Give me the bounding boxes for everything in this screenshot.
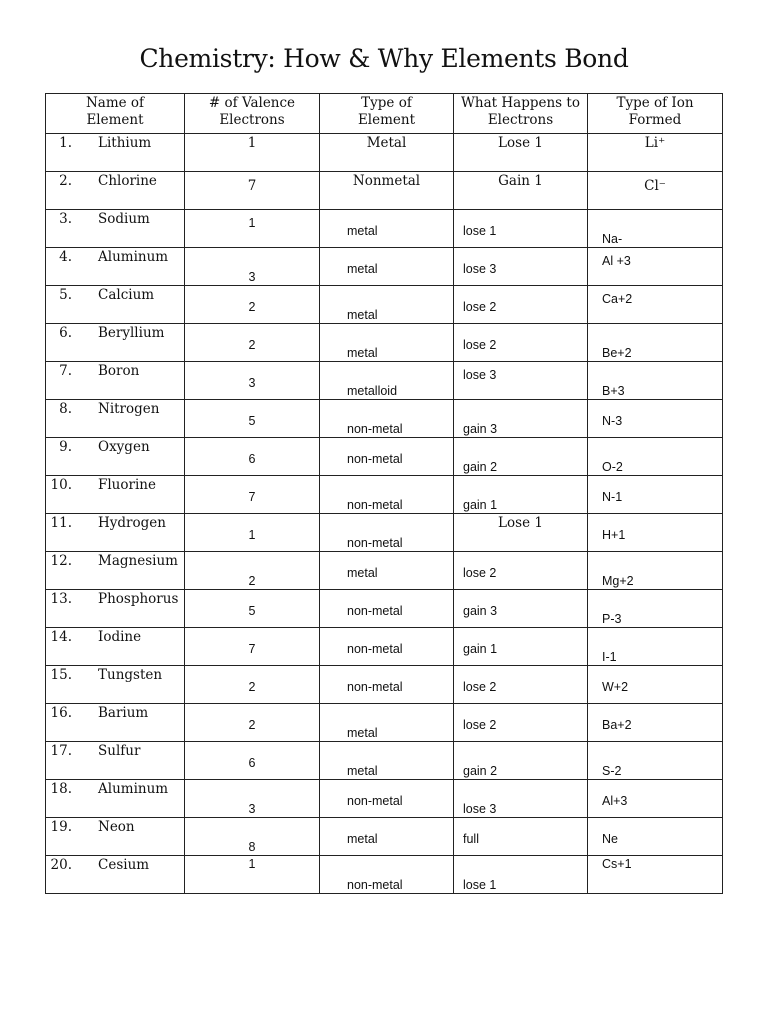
- cell-element-type: [320, 780, 454, 818]
- element-name: Boron: [98, 363, 140, 379]
- table-row: [46, 514, 723, 552]
- cell-electron-change: [454, 552, 588, 590]
- cell-ion-formed: [588, 172, 723, 210]
- cell-electron-change: [454, 742, 588, 780]
- cell-valence: [185, 324, 320, 362]
- ion-value: Al +3: [602, 254, 631, 268]
- cell-element-type: [320, 210, 454, 248]
- element-name: Nitrogen: [98, 401, 160, 417]
- cell-electron-change: [454, 628, 588, 666]
- ion-value: Be+2: [602, 346, 632, 360]
- cell-electron-change: [454, 362, 588, 400]
- cell-ion-formed: [588, 514, 723, 552]
- header-ion-label: Type of Ion Formed: [616, 95, 694, 128]
- header-valence-label: # of Valence Electrons: [208, 95, 296, 128]
- element-type-value: non-metal: [347, 680, 403, 694]
- element-name: Aluminum: [98, 781, 169, 797]
- cell-element-name: [46, 362, 185, 400]
- cell-electron-change: [454, 438, 588, 476]
- cell-element-name: [46, 324, 185, 362]
- cell-element-type: [320, 818, 454, 856]
- cell-electron-change: [454, 590, 588, 628]
- cell-valence: [185, 438, 320, 476]
- table-row: [46, 780, 723, 818]
- cell-element-type: [320, 514, 454, 552]
- cell-valence: [185, 856, 320, 894]
- cell-ion-formed: [588, 590, 723, 628]
- cell-electron-change: [454, 248, 588, 286]
- element-type-value: metal: [347, 566, 378, 580]
- cell-element-type: [320, 856, 454, 894]
- valence-value: 2: [248, 680, 256, 694]
- cell-element-name: [46, 172, 185, 210]
- table-row: [46, 704, 723, 742]
- cell-element-name: [46, 552, 185, 590]
- cell-element-name: [46, 818, 185, 856]
- electron-change-value: gain 2: [463, 460, 498, 474]
- row-number: 8.: [59, 401, 72, 417]
- element-type-value: Metal: [366, 135, 407, 151]
- cell-ion-formed: [588, 400, 723, 438]
- table-row: [46, 134, 723, 172]
- table-row: [46, 476, 723, 514]
- valence-value: 3: [248, 376, 256, 390]
- valence-value: 2: [248, 574, 256, 588]
- row-number: 2.: [59, 173, 72, 189]
- element-name: Hydrogen: [98, 515, 166, 531]
- cell-element-name: [46, 780, 185, 818]
- ion-value: Al+3: [602, 794, 628, 808]
- element-type-value: metal: [347, 832, 378, 846]
- cell-ion-formed: [588, 780, 723, 818]
- element-type-value: metal: [347, 224, 378, 238]
- valence-value: 2: [248, 338, 256, 352]
- cell-electron-change: [454, 704, 588, 742]
- valence-value: 1: [248, 528, 256, 542]
- electron-change-value: full: [463, 832, 479, 846]
- cell-ion-formed: [588, 704, 723, 742]
- electron-change-value: gain 3: [463, 604, 498, 618]
- table-row: [46, 742, 723, 780]
- header-name-label: Name of Element: [85, 95, 145, 128]
- row-number: 11.: [50, 515, 72, 531]
- row-number: 3.: [59, 211, 72, 227]
- ion-value: W+2: [602, 680, 629, 694]
- row-number: 10.: [50, 477, 72, 493]
- element-type-value: non-metal: [347, 536, 403, 550]
- cell-element-type: [320, 324, 454, 362]
- cell-element-name: [46, 400, 185, 438]
- element-name: Magnesium: [98, 553, 178, 569]
- element-name: Barium: [98, 705, 149, 721]
- electron-change-value: lose 2: [463, 566, 497, 580]
- element-name: Tungsten: [98, 667, 163, 683]
- cell-valence: [185, 362, 320, 400]
- header-ion: [588, 94, 723, 134]
- electron-change-value: Lose 1: [498, 135, 543, 151]
- cell-valence: [185, 666, 320, 704]
- electron-change-value: lose 3: [463, 368, 497, 382]
- element-name: Oxygen: [98, 439, 150, 455]
- element-type-value: metal: [347, 726, 378, 740]
- element-name: Cesium: [98, 857, 150, 873]
- valence-value: 2: [248, 718, 256, 732]
- bonding-table: [45, 93, 723, 894]
- ion-value: N-1: [602, 490, 623, 504]
- cell-ion-formed: [588, 552, 723, 590]
- valence-value: 1: [248, 216, 256, 230]
- cell-element-name: [46, 590, 185, 628]
- header-row: [46, 94, 723, 134]
- header-type-label: Type of Element: [357, 95, 416, 128]
- element-type-value: non-metal: [347, 604, 403, 618]
- element-name: Iodine: [98, 629, 142, 645]
- valence-value: 7: [248, 642, 256, 656]
- cell-ion-formed: [588, 210, 723, 248]
- electron-change-value: lose 2: [463, 300, 497, 314]
- cell-electron-change: [454, 780, 588, 818]
- cell-element-type: [320, 742, 454, 780]
- cell-electron-change: [454, 134, 588, 172]
- row-number: 17.: [50, 743, 72, 759]
- element-type-value: non-metal: [347, 794, 403, 808]
- page-title: Chemistry: How & Why Elements Bond: [139, 44, 629, 73]
- row-number: 5.: [59, 287, 72, 303]
- cell-electron-change: [454, 172, 588, 210]
- element-type-value: metal: [347, 346, 378, 360]
- cell-element-name: [46, 210, 185, 248]
- table-row: [46, 590, 723, 628]
- element-type-value: non-metal: [347, 452, 403, 466]
- electron-change-value: Gain 1: [498, 173, 543, 189]
- ion-value: B+3: [602, 384, 625, 398]
- cell-element-name: [46, 628, 185, 666]
- cell-element-name: [46, 856, 185, 894]
- cell-element-name: [46, 134, 185, 172]
- row-number: 18.: [50, 781, 72, 797]
- cell-element-type: [320, 438, 454, 476]
- cell-ion-formed: [588, 476, 723, 514]
- valence-value: 8: [248, 840, 256, 854]
- cell-ion-formed: [588, 666, 723, 704]
- cell-element-type: [320, 248, 454, 286]
- row-number: 14.: [50, 629, 72, 645]
- cell-ion-formed: [588, 134, 723, 172]
- cell-valence: [185, 704, 320, 742]
- electron-change-value: Lose 1: [498, 515, 543, 531]
- cell-element-type: [320, 666, 454, 704]
- cell-element-name: [46, 438, 185, 476]
- valence-value: 7: [248, 490, 256, 504]
- ion-value: Cl⁻: [644, 178, 666, 194]
- cell-valence: [185, 476, 320, 514]
- electron-change-value: gain 3: [463, 422, 498, 436]
- row-number: 12.: [50, 553, 72, 569]
- cell-valence: [185, 742, 320, 780]
- header-type: [320, 94, 454, 134]
- cell-element-name: [46, 248, 185, 286]
- header-happens-label: What Happens to Electrons: [461, 95, 580, 128]
- ion-value: Na-: [602, 232, 623, 246]
- ion-value: Mg+2: [602, 574, 634, 588]
- cell-element-type: [320, 400, 454, 438]
- cell-electron-change: [454, 324, 588, 362]
- cell-valence: [185, 134, 320, 172]
- cell-valence: [185, 552, 320, 590]
- valence-value: 2: [248, 300, 256, 314]
- cell-element-type: [320, 628, 454, 666]
- cell-element-name: [46, 514, 185, 552]
- element-name: Fluorine: [98, 477, 156, 493]
- cell-valence: [185, 400, 320, 438]
- row-number: 20.: [50, 857, 72, 873]
- element-name: Neon: [98, 819, 135, 835]
- cell-valence: [185, 210, 320, 248]
- element-name: Sodium: [98, 211, 150, 227]
- table-row: [46, 856, 723, 894]
- table-row: [46, 438, 723, 476]
- electron-change-value: gain 1: [463, 642, 498, 656]
- valence-value: 3: [248, 270, 256, 284]
- valence-value: 1: [247, 135, 257, 151]
- cell-ion-formed: [588, 856, 723, 894]
- element-type-value: non-metal: [347, 878, 403, 892]
- table-row: [46, 210, 723, 248]
- cell-element-name: [46, 286, 185, 324]
- row-number: 1.: [59, 135, 72, 151]
- electron-change-value: lose 3: [463, 802, 497, 816]
- header-name: [46, 94, 185, 134]
- table-row: [46, 552, 723, 590]
- table-row: [46, 362, 723, 400]
- cell-ion-formed: [588, 324, 723, 362]
- cell-valence: [185, 780, 320, 818]
- valence-value: 7: [247, 178, 257, 194]
- cell-ion-formed: [588, 438, 723, 476]
- cell-valence: [185, 286, 320, 324]
- row-number: 13.: [50, 591, 72, 607]
- row-number: 4.: [59, 249, 72, 265]
- cell-valence: [185, 172, 320, 210]
- electron-change-value: lose 2: [463, 338, 497, 352]
- element-type-value: metalloid: [347, 384, 398, 398]
- ion-value: I-1: [602, 650, 617, 664]
- element-type-value: metal: [347, 764, 378, 778]
- cell-electron-change: [454, 210, 588, 248]
- table-row: [46, 172, 723, 210]
- table-row: [46, 286, 723, 324]
- electron-change-value: lose 3: [463, 262, 497, 276]
- ion-value: Ba+2: [602, 718, 632, 732]
- cell-valence: [185, 590, 320, 628]
- cell-valence: [185, 818, 320, 856]
- element-name: Chlorine: [98, 173, 157, 189]
- ion-value: N-3: [602, 414, 623, 428]
- row-number: 6.: [59, 325, 72, 341]
- element-name: Sulfur: [98, 743, 141, 759]
- valence-value: 3: [248, 802, 256, 816]
- row-number: 16.: [50, 705, 72, 721]
- cell-element-type: [320, 172, 454, 210]
- valence-value: 5: [248, 414, 256, 428]
- cell-element-name: [46, 476, 185, 514]
- header-valence: [185, 94, 320, 134]
- table-row: [46, 248, 723, 286]
- cell-ion-formed: [588, 286, 723, 324]
- cell-element-type: [320, 362, 454, 400]
- row-number: 19.: [50, 819, 72, 835]
- valence-value: 1: [248, 857, 256, 871]
- cell-ion-formed: [588, 248, 723, 286]
- cell-electron-change: [454, 514, 588, 552]
- cell-valence: [185, 248, 320, 286]
- electron-change-value: lose 1: [463, 878, 497, 892]
- electron-change-value: gain 1: [463, 498, 498, 512]
- cell-element-type: [320, 552, 454, 590]
- table-row: [46, 666, 723, 704]
- cell-element-type: [320, 590, 454, 628]
- electron-change-value: lose 1: [463, 224, 497, 238]
- cell-element-name: [46, 742, 185, 780]
- table-row: [46, 818, 723, 856]
- element-name: Beryllium: [98, 325, 165, 341]
- row-number: 7.: [59, 363, 72, 379]
- cell-ion-formed: [588, 742, 723, 780]
- cell-electron-change: [454, 856, 588, 894]
- element-type-value: metal: [347, 262, 378, 276]
- cell-valence: [185, 628, 320, 666]
- table-row: [46, 324, 723, 362]
- cell-element-name: [46, 666, 185, 704]
- element-name: Phosphorus: [98, 591, 179, 607]
- cell-element-type: [320, 704, 454, 742]
- ion-value: O-2: [602, 460, 623, 474]
- cell-electron-change: [454, 818, 588, 856]
- row-number: 15.: [50, 667, 72, 683]
- cell-electron-change: [454, 476, 588, 514]
- valence-value: 6: [248, 452, 256, 466]
- electron-change-value: gain 2: [463, 764, 498, 778]
- ion-value: H+1: [602, 528, 626, 542]
- element-type-value: metal: [347, 308, 378, 322]
- cell-ion-formed: [588, 628, 723, 666]
- ion-value: Cs+1: [602, 857, 632, 871]
- cell-element-type: [320, 134, 454, 172]
- ion-value: Li⁺: [644, 135, 666, 151]
- ion-value: P-3: [602, 612, 622, 626]
- element-type-value: non-metal: [347, 642, 403, 656]
- ion-value: Ca+2: [602, 292, 633, 306]
- electron-change-value: lose 2: [463, 680, 497, 694]
- valence-value: 6: [248, 756, 256, 770]
- table-row: [46, 400, 723, 438]
- cell-electron-change: [454, 286, 588, 324]
- ion-value: S-2: [602, 764, 622, 778]
- element-name: Lithium: [98, 135, 152, 151]
- valence-value: 5: [248, 604, 256, 618]
- element-type-value: non-metal: [347, 422, 403, 436]
- ion-value: Ne: [602, 832, 618, 846]
- element-type-value: non-metal: [347, 498, 403, 512]
- cell-ion-formed: [588, 362, 723, 400]
- electron-change-value: lose 2: [463, 718, 497, 732]
- cell-electron-change: [454, 666, 588, 704]
- element-name: Calcium: [98, 287, 155, 303]
- cell-electron-change: [454, 400, 588, 438]
- cell-element-type: [320, 476, 454, 514]
- cell-element-name: [46, 704, 185, 742]
- cell-valence: [185, 514, 320, 552]
- row-number: 9.: [59, 439, 72, 455]
- element-name: Aluminum: [98, 249, 169, 265]
- header-happens: [454, 94, 588, 134]
- cell-ion-formed: [588, 818, 723, 856]
- table-row: [46, 628, 723, 666]
- element-type-value: Nonmetal: [352, 173, 421, 189]
- cell-element-type: [320, 286, 454, 324]
